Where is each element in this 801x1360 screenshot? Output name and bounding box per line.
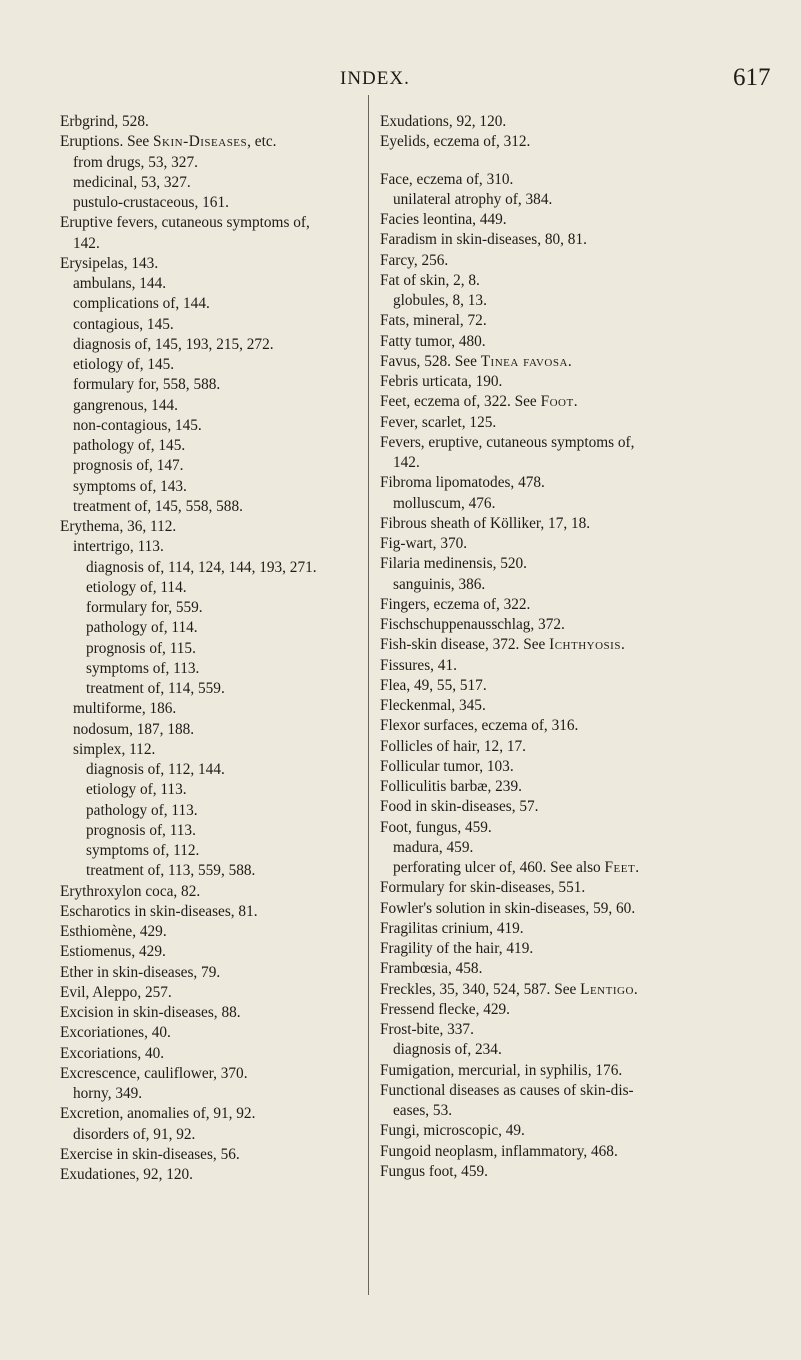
index-entry xyxy=(380,112,770,132)
index-entry xyxy=(60,537,360,557)
entry-text: medicinal, 53, 327. xyxy=(73,173,191,191)
entry-text: treatment of, 114, 559. xyxy=(86,680,225,697)
entry-text: prognosis of, 115. xyxy=(86,639,196,657)
index-entry xyxy=(380,696,770,716)
entry-text: Favus, 528. See xyxy=(380,352,481,370)
index-entry xyxy=(60,234,360,254)
entry-text: Flea, 49, 55, 517. xyxy=(380,676,487,694)
index-entry xyxy=(60,699,360,719)
entry-text: ambulans, 144. xyxy=(73,275,167,292)
entry-text: etiology of, 145. xyxy=(73,356,175,373)
entry-text: Frost-bite, 337. xyxy=(380,1021,474,1038)
index-entry xyxy=(60,841,360,861)
left-index-column xyxy=(60,112,360,1185)
entry-text: Ether in skin-diseases, 79. xyxy=(60,963,221,981)
entry-text: etiology of, 113. xyxy=(86,781,187,799)
index-entry xyxy=(60,112,360,132)
right-index-column xyxy=(380,112,770,1182)
entry-text: . xyxy=(633,980,638,998)
index-entry xyxy=(380,838,770,858)
entry-text: Estiomenus, 429. xyxy=(60,943,166,961)
entry-text: Eyelids, eczema of, 312. xyxy=(380,133,531,151)
entry-text: Excrescence, cauliflower, 370. xyxy=(60,1064,248,1082)
index-entry xyxy=(60,639,360,659)
entry-text: perforating ulcer of, 460. See also xyxy=(393,859,605,876)
index-entry xyxy=(60,193,360,213)
index-entry xyxy=(380,230,770,250)
index-entry xyxy=(60,983,360,1003)
entry-text: Filaria medinensis, 520. xyxy=(380,555,528,573)
index-entry xyxy=(380,514,770,534)
entry-text: diagnosis of, 145, 193, 215, 272. xyxy=(73,335,274,353)
entry-text: pustulo-crustaceous, 161. xyxy=(73,194,229,211)
page-header xyxy=(0,64,801,98)
index-entry xyxy=(60,942,360,962)
entry-text: Fleckenmal, 345. xyxy=(380,697,486,714)
index-entry xyxy=(380,311,770,331)
index-entry xyxy=(380,959,770,979)
entry-text: Fatty tumor, 480. xyxy=(380,332,486,350)
index-entry xyxy=(60,882,360,902)
entry-text: diagnosis of, 234. xyxy=(393,1041,502,1059)
entry-text: from drugs, 53, 327. xyxy=(73,153,198,171)
entry-text: diagnosis of, 112, 144. xyxy=(86,761,225,778)
index-entry xyxy=(380,132,770,152)
entry-text: Erysipelas, 143. xyxy=(60,254,159,272)
index-entry xyxy=(60,315,360,335)
entry-text: treatment of, 113, 559, 588. xyxy=(86,862,256,880)
index-entry xyxy=(380,737,770,757)
entry-text: multiforme, 186. xyxy=(73,700,177,718)
entry-text: gangrenous, 144. xyxy=(73,396,178,414)
running-title: INDEX. xyxy=(340,68,410,89)
index-entry xyxy=(380,716,770,736)
index-entry xyxy=(60,963,360,983)
entry-text: . xyxy=(620,636,625,654)
index-entry xyxy=(380,1061,770,1081)
entry-text: Fibroma lipomatodes, 478. xyxy=(380,474,545,492)
entry-text: sanguinis, 386. xyxy=(393,575,486,593)
index-entry xyxy=(380,939,770,959)
entry-text: Fissures, 41. xyxy=(380,656,457,674)
entry-text: madura, 459. xyxy=(393,838,474,856)
entry-text: molluscum, 476. xyxy=(393,494,496,512)
index-entry xyxy=(380,635,770,655)
entry-text: Follicles of hair, 12, 17. xyxy=(380,737,526,755)
index-entry xyxy=(60,1084,360,1104)
entry-text: eases, 53. xyxy=(393,1102,453,1119)
entry-text: Farcy, 256. xyxy=(380,251,449,269)
entry-text: Febris urticata, 190. xyxy=(380,373,503,390)
entry-text: Formulary for skin-diseases, 551. xyxy=(380,879,586,897)
index-entry xyxy=(60,720,360,740)
index-entry xyxy=(60,456,360,476)
entry-text: Erythema, 36, 112. xyxy=(60,518,177,535)
index-entry xyxy=(380,797,770,817)
index-entry xyxy=(380,170,770,190)
index-entry xyxy=(60,1145,360,1165)
index-entry xyxy=(380,1121,770,1141)
entry-text: nodosum, 187, 188. xyxy=(73,720,195,738)
index-entry xyxy=(60,861,360,881)
entry-text: Foot, fungus, 459. xyxy=(380,818,492,836)
index-entry xyxy=(380,1040,770,1060)
index-entry xyxy=(60,618,360,638)
entry-text: Fungoid neoplasm, inflammatory, 468. xyxy=(380,1142,618,1160)
index-entry xyxy=(60,1003,360,1023)
cross-reference: Lentigo xyxy=(580,980,634,998)
entry-text: prognosis of, 147. xyxy=(73,457,184,475)
index-entry xyxy=(380,210,770,230)
entry-text: Fever, scarlet, 125. xyxy=(380,413,497,431)
entry-text: , etc. xyxy=(247,133,277,151)
index-entry xyxy=(380,1142,770,1162)
entry-text: Feet, eczema of, 322. See xyxy=(380,393,541,411)
entry-text: Faradism in skin-diseases, 80, 81. xyxy=(380,231,587,249)
entry-text: Eruptions. See xyxy=(60,133,154,151)
column-divider xyxy=(368,95,369,1295)
entry-text: complications of, 144. xyxy=(73,295,210,313)
index-entry xyxy=(60,274,360,294)
index-entry xyxy=(380,656,770,676)
index-entry xyxy=(60,497,360,517)
entry-text: disorders of, 91, 92. xyxy=(73,1125,196,1143)
entry-text: Erbgrind, 528. xyxy=(60,113,149,130)
index-entry xyxy=(60,1023,360,1043)
entry-text: Escharotics in skin-diseases, 81. xyxy=(60,902,258,920)
entry-text: prognosis of, 113. xyxy=(86,821,196,839)
index-entry xyxy=(60,173,360,193)
entry-text: Fig-wart, 370. xyxy=(380,535,468,552)
index-entry xyxy=(380,818,770,838)
index-entry xyxy=(60,598,360,618)
index-entry xyxy=(60,1064,360,1084)
entry-text: unilateral atrophy of, 384. xyxy=(393,190,553,208)
entry-text: Eruptive fevers, cutaneous symptoms of, xyxy=(60,214,310,232)
entry-text: symptoms of, 143. xyxy=(73,477,187,495)
index-entry xyxy=(380,777,770,797)
index-entry xyxy=(380,251,770,271)
index-entry xyxy=(60,396,360,416)
entry-text: Fingers, eczema of, 322. xyxy=(380,595,531,613)
index-entry xyxy=(60,375,360,395)
index-entry xyxy=(60,760,360,780)
entry-text: Esthiomène, 429. xyxy=(60,923,167,940)
entry-text: Fibrous sheath of Kölliker, 17, 18. xyxy=(380,514,591,532)
index-entry xyxy=(60,132,360,152)
index-entry xyxy=(380,575,770,595)
cross-reference: Feet xyxy=(604,859,636,876)
entry-text: pathology of, 114. xyxy=(86,619,198,637)
entry-text: Food in skin-diseases, 57. xyxy=(380,798,539,816)
entry-text: Fragility of the hair, 419. xyxy=(380,940,534,957)
entry-text: Excision in skin-diseases, 88. xyxy=(60,1004,241,1021)
entry-text: treatment of, 145, 558, 588. xyxy=(73,497,243,515)
cross-reference: Skin-Diseases xyxy=(153,133,248,151)
index-entry xyxy=(380,190,770,210)
entry-text: simplex, 112. xyxy=(73,740,156,758)
index-entry xyxy=(60,578,360,598)
entry-text: globules, 8, 13. xyxy=(393,292,487,309)
index-entry xyxy=(380,413,770,433)
entry-text: Fungi, microscopic, 49. xyxy=(380,1122,525,1140)
index-entry xyxy=(60,558,360,578)
index-entry xyxy=(380,1020,770,1040)
index-entry xyxy=(380,153,770,170)
index-entry xyxy=(380,1162,770,1182)
index-entry xyxy=(60,477,360,497)
entry-text: Fischschuppenausschlag, 372. xyxy=(380,616,565,633)
entry-text: Excoriations, 40. xyxy=(60,1044,165,1062)
index-entry xyxy=(60,1044,360,1064)
entry-text: Exudationes, 92, 120. xyxy=(60,1166,193,1183)
entry-text: 142. xyxy=(393,454,420,471)
index-entry xyxy=(380,757,770,777)
entry-text: formulary for, 558, 588. xyxy=(73,376,221,394)
entry-text: Fumigation, mercurial, in syphilis, 176. xyxy=(380,1061,623,1079)
index-entry xyxy=(60,922,360,942)
entry-text: Fungus foot, 459. xyxy=(380,1162,488,1180)
index-entry xyxy=(380,372,770,392)
entry-text: . xyxy=(635,859,640,876)
index-entry xyxy=(380,352,770,372)
entry-text: Evil, Aleppo, 257. xyxy=(60,983,172,1001)
entry-text: Fish-skin disease, 372. See xyxy=(380,636,550,654)
entry-text: Fragilitas crinium, 419. xyxy=(380,919,524,937)
index-entry xyxy=(60,254,360,274)
entry-text: Erythroxylon coca, 82. xyxy=(60,882,201,900)
entry-text: diagnosis of, 114, 124, 144, 193, 271. xyxy=(86,558,317,576)
entry-text: Functional diseases as causes of skin-dis- xyxy=(380,1081,634,1099)
index-entry xyxy=(380,878,770,898)
index-entry xyxy=(60,153,360,173)
entry-text: symptoms of, 113. xyxy=(86,659,200,677)
entry-text: non-contagious, 145. xyxy=(73,416,202,434)
entry-text: Fressend flecke, 429. xyxy=(380,1000,510,1018)
index-entry xyxy=(380,534,770,554)
entry-text: . xyxy=(567,352,572,370)
entry-text: Follicular tumor, 103. xyxy=(380,757,514,775)
entry-text: . xyxy=(573,393,578,411)
entry-text: Folliculitis barbæ, 239. xyxy=(380,778,522,795)
entry-text: Fats, mineral, 72. xyxy=(380,312,487,330)
index-entry xyxy=(380,494,770,514)
entry-text: pathology of, 113. xyxy=(86,801,198,819)
index-entry xyxy=(60,801,360,821)
index-entry xyxy=(380,1000,770,1020)
entry-text: intertrigo, 113. xyxy=(73,538,164,556)
index-entry xyxy=(380,554,770,574)
index-entry xyxy=(380,433,770,453)
entry-text: formulary for, 559. xyxy=(86,599,203,616)
index-entry xyxy=(60,659,360,679)
index-entry xyxy=(60,1104,360,1124)
index-entry xyxy=(380,615,770,635)
entry-text: Excoriationes, 40. xyxy=(60,1024,171,1042)
index-entry xyxy=(60,821,360,841)
entry-text: Face, eczema of, 310. xyxy=(380,170,514,188)
index-entry xyxy=(380,473,770,493)
entry-text: Freckles, 35, 340, 524, 587. See xyxy=(380,980,581,998)
page-number: 617 xyxy=(733,64,771,91)
entry-text: Fat of skin, 2, 8. xyxy=(380,271,480,289)
index-entry xyxy=(380,899,770,919)
index-entry xyxy=(60,902,360,922)
index-entry xyxy=(380,291,770,311)
cross-reference: Ichthyosis xyxy=(549,636,621,654)
entry-text: 142. xyxy=(73,234,100,252)
entry-text: Facies leontina, 449. xyxy=(380,211,507,228)
index-entry xyxy=(380,1101,770,1121)
entry-text: horny, 349. xyxy=(73,1085,143,1102)
entry-text: Exudations, 92, 120. xyxy=(380,113,507,130)
index-entry xyxy=(60,1165,360,1185)
entry-text: pathology of, 145. xyxy=(73,437,186,454)
index-entry xyxy=(380,392,770,412)
index-entry xyxy=(380,271,770,291)
index-entry xyxy=(380,919,770,939)
index-entry xyxy=(60,517,360,537)
index-entry xyxy=(60,780,360,800)
index-entry xyxy=(60,355,360,375)
entry-text: contagious, 145. xyxy=(73,315,174,333)
index-entry xyxy=(380,676,770,696)
index-entry xyxy=(380,1081,770,1101)
entry-text: Exercise in skin-diseases, 56. xyxy=(60,1145,240,1163)
entry-text: Flexor surfaces, eczema of, 316. xyxy=(380,717,579,735)
cross-reference: Tinea favosa xyxy=(480,352,568,370)
index-entry xyxy=(380,595,770,615)
cross-reference: Foot xyxy=(540,393,574,411)
index-entry xyxy=(60,436,360,456)
index-entry xyxy=(60,740,360,760)
index-entry xyxy=(60,679,360,699)
entry-text: Fowler's solution in skin-diseases, 59, 60. xyxy=(380,899,636,917)
entry-text: etiology of, 114. xyxy=(86,578,187,596)
index-entry xyxy=(60,294,360,314)
index-entry xyxy=(60,1125,360,1145)
index-entry xyxy=(60,213,360,233)
index-entry xyxy=(380,980,770,1000)
entry-text: Frambœsia, 458. xyxy=(380,960,483,978)
entry-text: symptoms of, 112. xyxy=(86,842,200,859)
index-entry xyxy=(380,858,770,878)
entry-text: Fevers, eruptive, cutaneous symptoms of, xyxy=(380,433,635,451)
entry-text: Excretion, anomalies of, 91, 92. xyxy=(60,1105,256,1123)
index-entry xyxy=(380,332,770,352)
index-entry xyxy=(60,416,360,436)
index-entry xyxy=(60,335,360,355)
index-entry xyxy=(380,453,770,473)
